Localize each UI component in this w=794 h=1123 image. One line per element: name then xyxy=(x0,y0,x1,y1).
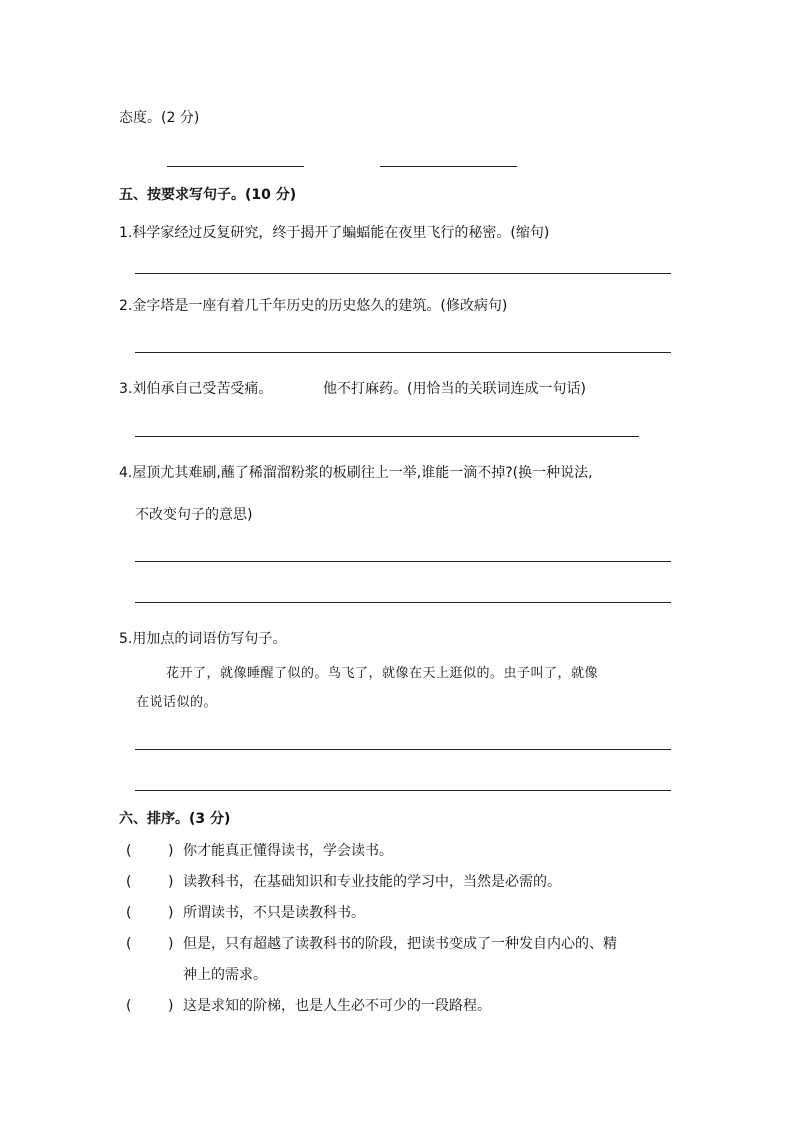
question-5-example-line-2: 在说话似的。 xyxy=(136,695,218,710)
previous-question-tail: 态度。(2 分) xyxy=(119,110,200,126)
order-blank-close-5[interactable]: ) xyxy=(168,998,174,1014)
order-item-5: 这是求知的阶梯，也是人生必不可少的一段路程。 xyxy=(183,998,491,1014)
answer-line-q1[interactable] xyxy=(135,273,671,274)
answer-line-q4-1[interactable] xyxy=(135,561,671,562)
order-blank-open-5[interactable]: ( xyxy=(126,998,132,1014)
question-5: 5.用加点的词语仿写句子。 xyxy=(119,631,287,647)
answer-line-2[interactable] xyxy=(380,166,517,167)
order-item-4-line-1: 但是，只有超越了读教科书的阶段，把读书变成了一种发自内心的、精 xyxy=(183,936,617,952)
question-4-line-2: 不改变句子的意思) xyxy=(135,507,253,523)
order-blank-close-3[interactable]: ) xyxy=(168,905,174,921)
section-5-title: 五、按要求写句子。(10 分) xyxy=(119,187,297,203)
answer-line-q4-2[interactable] xyxy=(135,602,671,603)
answer-line-q5-1[interactable] xyxy=(135,749,671,750)
order-item-4-line-2: 神上的需求。 xyxy=(183,967,267,983)
order-blank-open-3[interactable]: ( xyxy=(126,905,132,921)
question-1: 1.科学家经过反复研究，终于揭开了蝙蝠能在夜里飞行的秘密。(缩句) xyxy=(119,225,550,241)
question-3-part-2: 他不打麻药。(用恰当的关联词连成一句话) xyxy=(323,381,586,397)
order-blank-open-1[interactable]: ( xyxy=(126,843,132,859)
answer-line-q3[interactable] xyxy=(135,436,639,437)
question-5-example-line-1: 花开了，就像睡醒了似的。鸟飞了，就像在天上逛似的。虫子叫了，就像 xyxy=(166,666,599,681)
answer-line-q2[interactable] xyxy=(135,352,671,353)
answer-line-1[interactable] xyxy=(167,166,304,167)
order-item-2: 读教科书，在基础知识和专业技能的学习中，当然是必需的。 xyxy=(183,874,561,890)
order-blank-close-4[interactable]: ) xyxy=(168,936,174,952)
section-6-title: 六、排序。(3 分) xyxy=(119,811,231,827)
question-2: 2.金字塔是一座有着几千年历史的历史悠久的建筑。(修改病句) xyxy=(119,298,508,314)
question-3-part-1: 3.刘伯承自己受苦受痛。 xyxy=(119,381,273,397)
order-item-3: 所谓读书，不只是读教科书。 xyxy=(183,905,365,921)
order-blank-close-1[interactable]: ) xyxy=(168,843,174,859)
order-blank-close-2[interactable]: ) xyxy=(168,874,174,890)
order-blank-open-4[interactable]: ( xyxy=(126,936,132,952)
answer-line-q5-2[interactable] xyxy=(135,790,671,791)
order-blank-open-2[interactable]: ( xyxy=(126,874,132,890)
question-4-line-1: 4.屋顶尤其难刷,蘸了稀溜溜粉浆的板刷往上一举,谁能一滴不掉?(换一种说法, xyxy=(119,465,593,481)
order-item-1: 你才能真正懂得读书，学会读书。 xyxy=(183,843,393,859)
